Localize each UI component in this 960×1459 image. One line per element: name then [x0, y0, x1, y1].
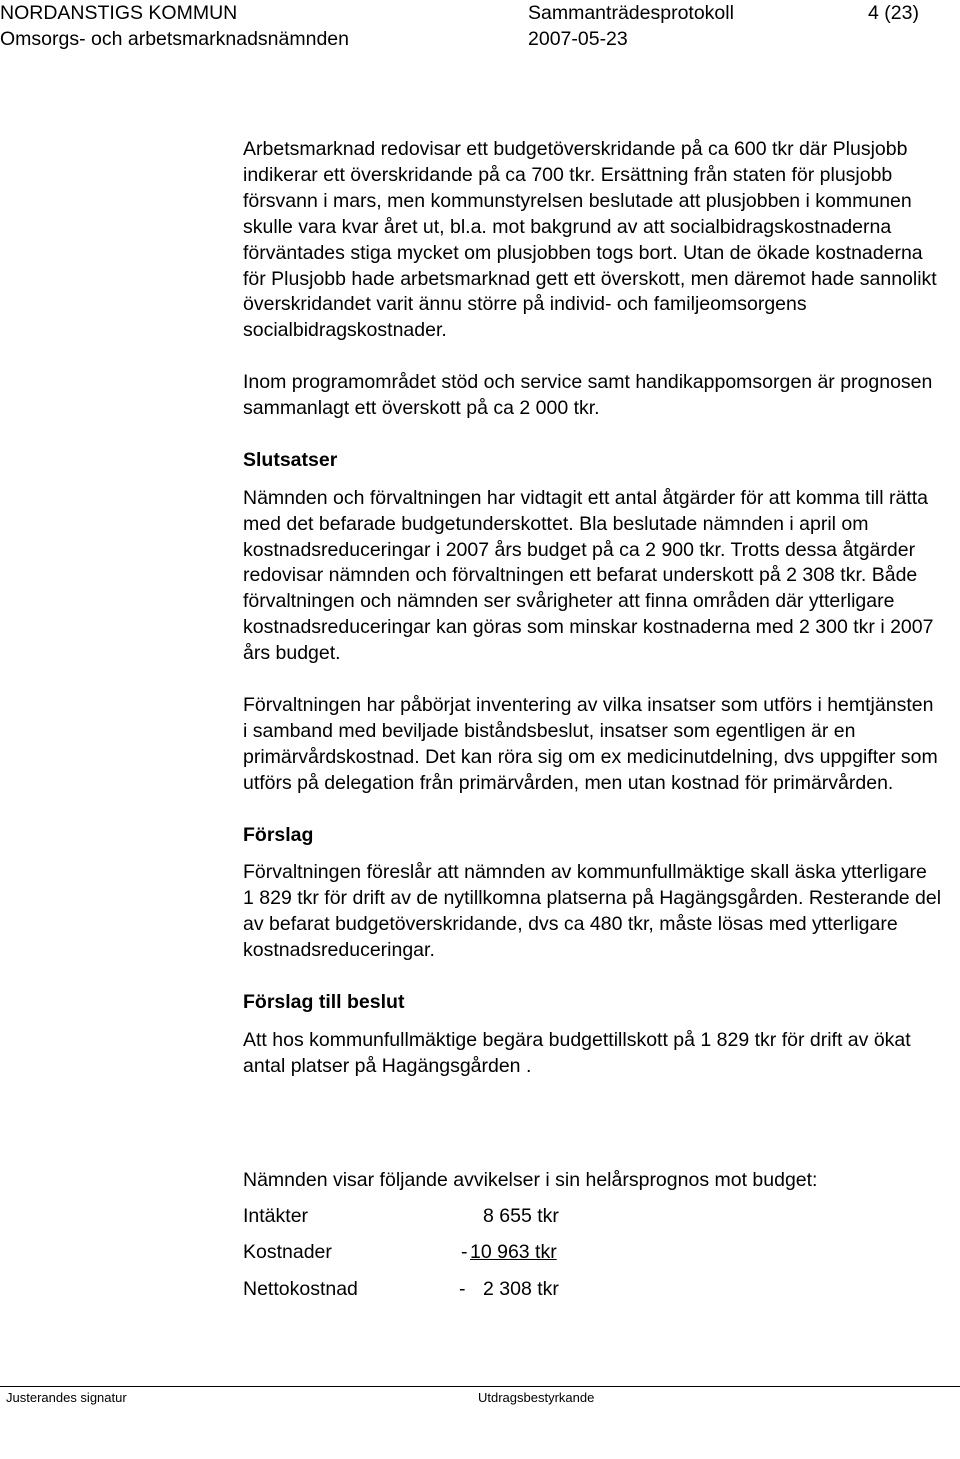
paragraph-beslut: Att hos kommunfullmäktige begära budgettillskott på 1 829 tkr för drift av ökat antal platser på Hagängsgården .: [243, 1028, 911, 1077]
page-number: 4 (23): [868, 2, 919, 24]
document-body: [243, 137, 943, 1080]
finance-label: Nettokostnad: [243, 1278, 358, 1300]
document-type: Sammanträdesprotokoll: [528, 2, 734, 24]
footer-divider: [0, 1386, 960, 1387]
paragraph-forslag: Förvaltningen föreslår att nämnden av kommunfullmäktige skall äska ytterligare 1 829 tkr för drift av de nytillkomna platserna på Hagängsgården. Resterande del av befarat budgetöverskridande, dvs ca 480 tkr, måste lösas med ytterligare kostnadsreduceringar.: [243, 861, 942, 962]
paragraph-avvikelser: Nämnden visar följande avvikelser i sin helårsprognos mot budget:: [243, 1169, 818, 1191]
finance-sign: -: [459, 1278, 466, 1300]
heading-forslag: Förslag: [243, 823, 314, 846]
paragraph-stod-service: Inom programområdet stöd och service samt handikappomsorgen är prognosen sammanlagt ett överskott på ca 2 000 tkr.: [243, 371, 933, 420]
finance-label: Intäkter: [243, 1205, 309, 1227]
footer-certification-label: Utdragsbestyrkande: [478, 1390, 595, 1405]
finance-label: Kostnader: [243, 1241, 332, 1263]
municipality-name: NORDANSTIGS KOMMUN: [0, 2, 238, 24]
finance-value: 2 308 tkr: [483, 1278, 559, 1300]
finance-value: 8 655 tkr: [483, 1205, 559, 1227]
meeting-date: 2007-05-23: [528, 28, 628, 50]
finance-sign: -: [461, 1241, 468, 1263]
paragraph-slutsatser: Nämnden och förvaltningen har vidtagit ett antal åtgärder för att komma till rätta med det befarade budgetunderskottet. Bla beslutade nämnden i april om kostnadsreduceringar i 2007 års budget på ca 2 900 tkr. Trotts dessa åtgärder redovisar nämnden och förvaltningen ett befarat underskott på 2 308 tkr. Både förvaltningen och nämnden ser svårigheter att finna områden där ytterligare kostnadsreduceringar kan göras som minskar kostnaderna med 2 300 tkr i 2007 års budget.: [243, 486, 934, 665]
finance-value: 10 963 tkr: [470, 1241, 557, 1263]
paragraph-arbetsmarknad: Arbetsmarknad redovisar ett budgetöverskridande på ca 600 tkr där Plusjobb indikerar ett överskridande på ca 700 tkr. Ersättning från staten för plusjobb försvann i mars, men kommunstyrelsen beslutade att plusjobben i kommunen skulle vara kvar året ut, bl.a. mot bakgrund av att socialbidragskostnaderna förväntades stiga mycket om plusjobben togs bort. Utan de ökade kostnaderna för Plusjobb hade arbetsmarknad gett ett överskott, men däremot hade sannolikt överskridandet varit ännu större på individ- och familjeomsorgens socialbidragskostnader.: [243, 138, 937, 342]
committee-name: Omsorgs- och arbetsmarknadsnämnden: [0, 28, 349, 50]
footer-signature-label: Justerandes signatur: [6, 1390, 127, 1405]
heading-forslag-till-beslut: Förslag till beslut: [243, 990, 405, 1013]
paragraph-inventering: Förvaltningen har påbörjat inventering av vilka insatser som utförs i hemtjänsten i samband med beviljade biståndsbeslut, insatser som egentligen är en primärvårdskostnad. Det kan röra sig om ex medicinutdelning, dvs uppgifter som utförs på delegation från primärvården, men utan kostnad för primärvården.: [243, 693, 938, 794]
heading-slutsatser: Slutsatser: [243, 448, 338, 471]
